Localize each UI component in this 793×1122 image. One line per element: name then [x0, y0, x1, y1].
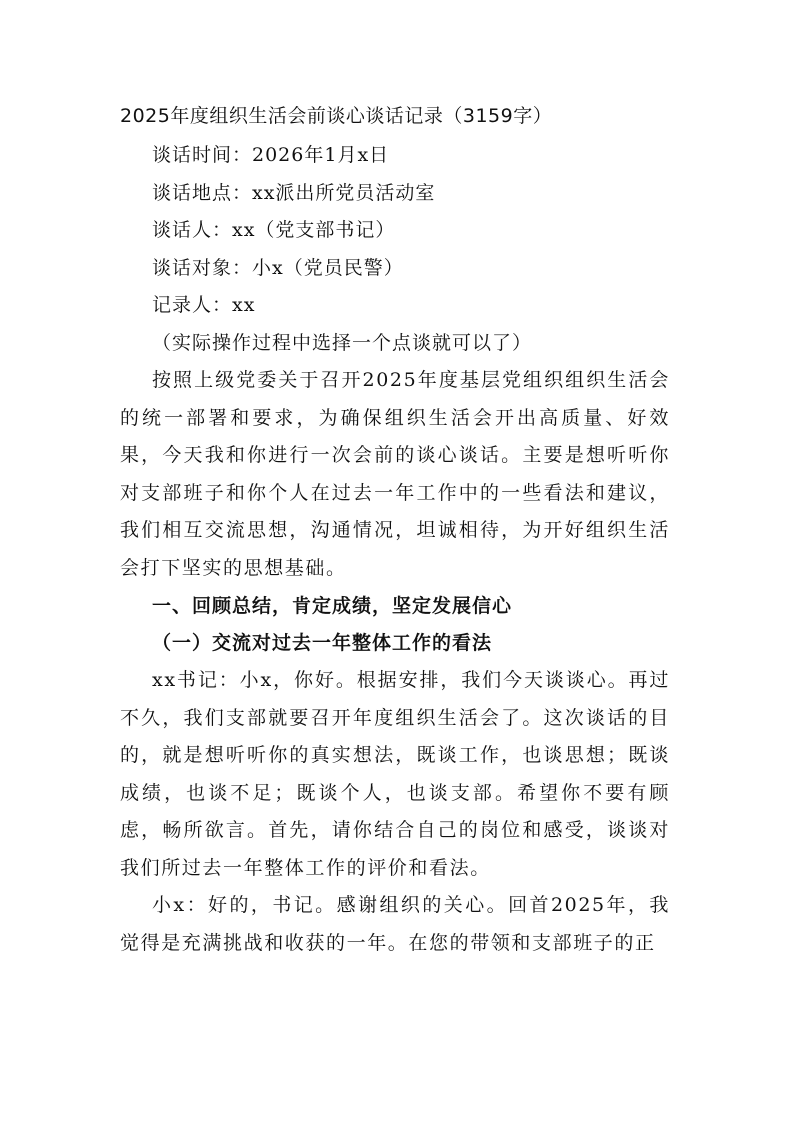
- subsection-heading: （一）交流对过去一年整体工作的看法: [152, 632, 493, 654]
- meta-place: 谈话地点：xx派出所党员活动室: [152, 182, 436, 204]
- reply-paragraph: 小x：好的，书记。感谢组织的关心。回首2025年，我觉得是充满挑战和收获的一年。在您的带领和支部班子的正: [120, 894, 670, 954]
- meta-target: 谈话对象：小x（党员民警）: [152, 257, 404, 279]
- section-heading: 一、回顾总结，肯定成绩，坚定发展信心: [152, 595, 513, 617]
- secretary-paragraph: xx书记：小x，你好。根据安排，我们今天谈谈心。再过不久，我们支部就要召开年度组织生活会了。这次谈话的目的，就是想听听你的真实想法，既谈工作，也谈思想；既谈成绩，也谈不足；既谈个人，也谈支部。希望你不要有顾虑，畅所欲言。首先，请你结合自己的岗位和感受，谈谈对我们所过去一年整体工作的评价和看法。: [120, 669, 670, 879]
- document-title: 2025年度组织生活会前谈心谈话记录（3159字）: [120, 105, 553, 127]
- meta-time: 谈话时间：2026年1月x日: [152, 144, 390, 166]
- meta-recorder: 记录人：xx: [152, 294, 256, 316]
- meta-speaker: 谈话人：xx（党支部书记）: [152, 219, 396, 241]
- meta-note: （实际操作过程中选择一个点谈就可以了）: [152, 332, 533, 354]
- intro-paragraph: 按照上级党委关于召开2025年度基层党组织组织生活会的统一部署和要求，为确保组织生活会开出高质量、好效果，今天我和你进行一次会前的谈心谈话。主要是想听听你对支部班子和你个人在过去一年工作中的一些看法和建议，我们相互交流思想，沟通情况，坦诚相待，为开好组织生活会打下坚实的思想基础。: [120, 369, 670, 579]
